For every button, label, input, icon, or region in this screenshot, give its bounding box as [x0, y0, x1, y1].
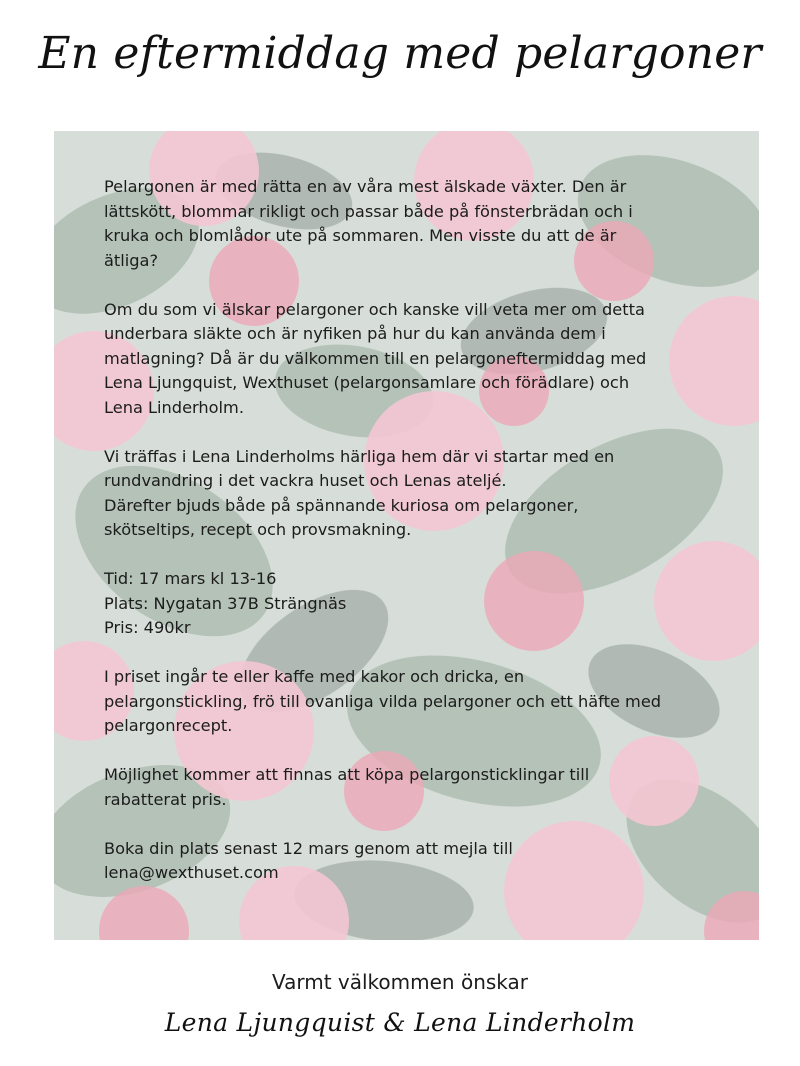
- text-line: ätliga?: [104, 250, 159, 270]
- text-line: Därefter bjuds både på spännande kuriosa om pelargoner,: [104, 495, 579, 515]
- intro-paragraph: [104, 175, 734, 273]
- text-line: I priset ingår te eller kaffe med kakor och dricka, en: [104, 667, 525, 686]
- booking-paragraph: [104, 837, 734, 886]
- text-line: underbara släkte och är nyfiken på hur du kan använda dem i: [104, 324, 606, 343]
- text-line: Om du som vi älskar pelargoner och kanske vill veta mer om detta: [104, 299, 645, 319]
- text-line: skötseltips, recept och provsmakning.: [104, 520, 412, 539]
- text-line: pelargonrecept.: [104, 716, 233, 735]
- text-line: Lena Ljungquist, Wexthuset (pelargonsamlare och förädlare) och: [104, 373, 630, 392]
- program-paragraph: [104, 445, 734, 543]
- text-line: Vi träffas i Lena Linderholms härliga hem där vi startar med en: [104, 446, 615, 466]
- included-paragraph: [104, 665, 734, 739]
- invitation-body: [104, 175, 734, 886]
- text-line: lättskött, blommar rikligt och passar både på fönsterbrädan och i: [104, 201, 633, 221]
- invitation-paragraph: [104, 298, 734, 421]
- text-line: Boka din plats senast 12 mars genom att mejla till: [104, 838, 513, 858]
- closing-greeting: Varmt välkommen önskar: [271, 970, 529, 994]
- booking-email: lena@wexthuset.com: [104, 863, 279, 882]
- text-line: matlagning? Då är du välkommen till en pelargoneftermiddag med: [104, 348, 647, 368]
- text-line: rundvandring i det vackra huset och Lenas ateljé.: [104, 471, 507, 490]
- signature: Lena Ljungquist & Lena Linderholm: [164, 1008, 636, 1037]
- text-line: Pelargonen är med rätta en av våra mest älskade växter. Den är: [104, 177, 627, 196]
- event-details: [104, 567, 734, 641]
- text-line: kruka och blomlådor ute på sommaren. Men visste du att de är: [104, 226, 617, 245]
- event-price: Pris: 490kr: [104, 618, 191, 637]
- event-place: Plats: Nygatan 37B Strängnäs: [104, 593, 347, 613]
- purchase-paragraph: [104, 763, 734, 812]
- event-time: Tid: 17 mars kl 13-16: [104, 569, 277, 588]
- floral-text-panel: [54, 131, 759, 940]
- text-line: rabatterat pris.: [104, 789, 227, 809]
- page-title: En eftermiddag med pelargoner: [38, 28, 762, 79]
- text-line: Möjlighet kommer att finnas att köpa pelargonsticklingar till: [104, 765, 590, 784]
- text-line: pelargonstickling, frö till ovanliga vilda pelargoner och ett häfte med: [104, 691, 662, 711]
- text-line: Lena Linderholm.: [104, 397, 244, 417]
